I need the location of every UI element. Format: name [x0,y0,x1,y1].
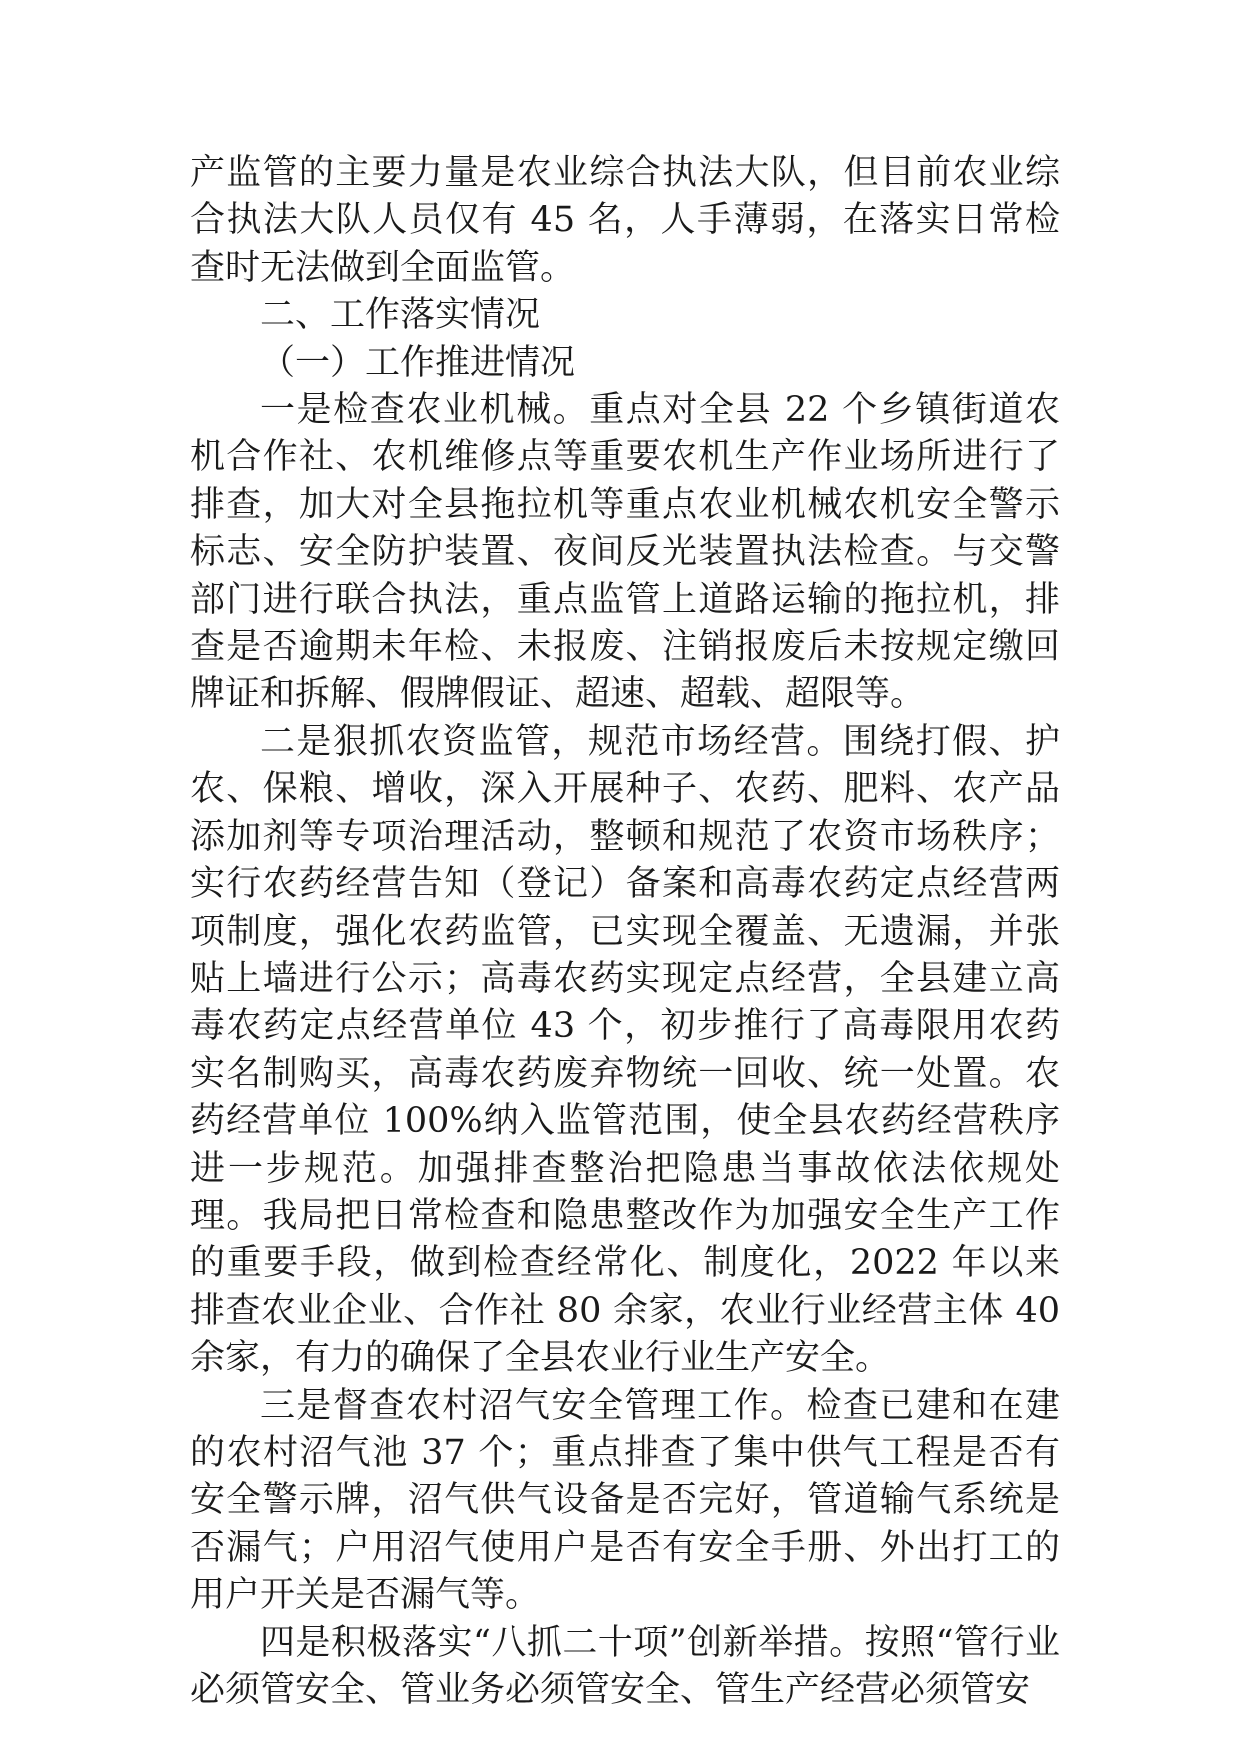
paragraph-continuation: 产监管的主要力量是农业综合执法大队，但目前农业综合执法大队人员仅有 45 名，人手薄弱，在落实日常检查时无法做到全面监管。 [190,153,1060,288]
subsection-heading: （一）工作推进情况 [260,342,576,383]
paragraph-biogas-safety: 三是督查农村沼气安全管理工作。检查已建和在建的农村沼气池 37 个；重点排查了集中供气工程是否有安全警示牌，沼气供气设备是否完好，管道输气系统是否漏气；户用沼气使用户是否有安全手册、外出打工的用户开关是否漏气等。 [190,1385,1060,1616]
paragraph-agricultural-supplies: 二是狠抓农资监管，规范市场经营。围绕打假、护农、保粮、增收，深入开展种子、农药、肥料、农产品添加剂等专项治理活动，整顿和规范了农资市场秩序；实行农药经营告知（登记）备案和高毒农药定点经营两项制度，强化农药监管，已实现全覆盖、无遗漏，并张贴上墙进行公示；高毒农药实现定点经营，全县建立高毒农药定点经营单位 43 个，初步推行了高毒限用农药实名制购买，高毒农药废弃物统一回收、统一处置。农药经营单位 100%纳入监管范围，使全县农药经营秩序进一步规范。加强排查整治把隐患当事故依法依规处理。我局把日常检查和隐患整改作为加强安全生产工作的重要手段，做到检查经常化、制度化，2022 年以来排查农业企业、合作社 80 余家，农业行业经营主体 40 余家，有力的确保了全县农业行业生产安全。 [190,721,1060,1379]
paragraph-agricultural-machinery: 一是检查农业机械。重点对全县 22 个乡镇街道农机合作社、农机维修点等重要农机生产作业场所进行了排查，加大对全县拖拉机等重点农业机械农机安全警示标志、安全防护装置、夜间反光装置执法检查。与交警部门进行联合执法，重点监管上道路运输的拖拉机，排查是否逾期未年检、未报废、注销报废后未按规定缴回牌证和拆解、假牌假证、超速、超载、超限等。 [190,390,1060,715]
paragraph-innovation-measures: 四是积极落实“八抓二十项”创新举措。按照“管行业必须管安全、管业务必须管安全、管生产经营必须管安 [190,1622,1060,1710]
section-heading: 二、工作落实情况 [260,295,541,336]
document-body [190,150,1060,1714]
